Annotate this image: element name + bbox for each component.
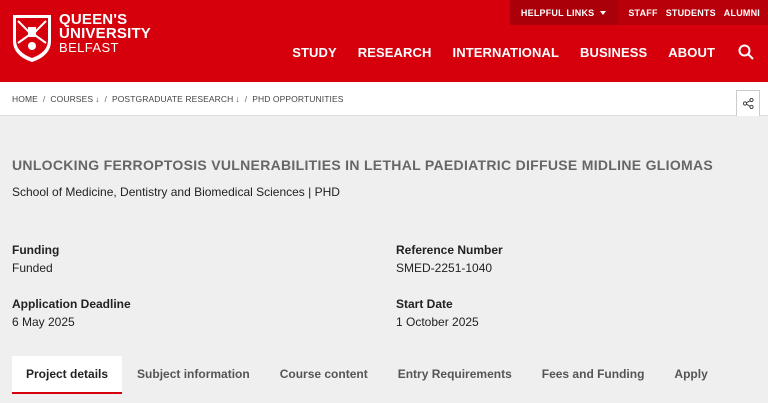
tab-apply[interactable]: Apply (674, 367, 708, 381)
caret-down-icon (600, 11, 606, 15)
fact-value: 1 October 2025 (396, 315, 479, 329)
page-title: UNLOCKING FERROPTOSIS VULNERABILITIES IN LETHAL PAEDIATRIC DIFFUSE MIDLINE GLIOMAS (12, 157, 714, 173)
nav-item-study[interactable]: STUDY (292, 44, 337, 60)
site-header (0, 0, 768, 82)
tab-project-details[interactable]: Project details (12, 356, 122, 394)
search-icon[interactable] (738, 44, 754, 60)
fact-start-date (396, 297, 479, 330)
arrow-down-icon: ↓ (95, 94, 100, 104)
utility-link-students[interactable]: STUDENTS (665, 7, 716, 18)
tab-fees-and-funding[interactable]: Fees and Funding (541, 367, 645, 381)
utility-link-alumni[interactable]: ALUMNI (723, 7, 760, 18)
course-tabs (12, 356, 723, 394)
fact-application-deadline (12, 297, 131, 330)
tab-course-content[interactable]: Course content (279, 367, 368, 381)
breadcrumb-separator: / (104, 94, 107, 104)
tab-subject-information[interactable]: Subject information (137, 367, 250, 381)
university-logo[interactable] (11, 13, 151, 63)
logo-line-3: BELFAST (59, 40, 119, 55)
fact-label: Reference Number (396, 243, 503, 257)
breadcrumb-separator: / (42, 94, 46, 104)
nav-item-business[interactable]: BUSINESS (580, 44, 648, 60)
fact-label: Funding (12, 243, 60, 257)
utility-bar (510, 0, 768, 25)
fact-label: Application Deadline (12, 297, 131, 311)
logo-wordmark (59, 13, 151, 55)
logo-line-1: QUEEN'S (59, 11, 128, 28)
share-icon (743, 98, 754, 109)
main-navigation (271, 44, 754, 60)
nav-item-international[interactable]: INTERNATIONAL (452, 44, 560, 60)
breadcrumb (12, 94, 344, 104)
share-button[interactable] (736, 90, 760, 116)
nav-item-research[interactable]: RESEARCH (357, 44, 432, 60)
breadcrumb-bar (0, 82, 768, 116)
breadcrumb-courses[interactable]: COURSES (50, 94, 94, 104)
arrow-down-icon: ↓ (235, 94, 240, 104)
helpful-links-dropdown[interactable] (510, 0, 618, 25)
breadcrumb-postgraduate-research[interactable]: POSTGRADUATE RESEARCH (111, 94, 234, 104)
logo-line-2: UNIVERSITY (59, 25, 152, 42)
fact-funding (12, 243, 59, 276)
breadcrumb-phd-opportunities[interactable]: PHD OPPORTUNITIES (252, 94, 344, 104)
breadcrumb-home[interactable]: HOME (12, 94, 38, 104)
utility-link-staff[interactable]: STAFF (628, 7, 658, 18)
fact-value: SMED-2251-1040 (396, 261, 493, 275)
tab-entry-requirements[interactable]: Entry Requirements (397, 367, 512, 381)
crest-icon (11, 13, 53, 63)
fact-value: Funded (12, 261, 53, 275)
fact-label: Start Date (396, 297, 453, 311)
fact-reference-number (396, 243, 503, 276)
page-subtitle: School of Medicine, Dentistry and Biomedical Sciences | PHD (12, 185, 340, 199)
helpful-links-label: HELPFUL LINKS (520, 7, 595, 18)
fact-value: 6 May 2025 (12, 315, 75, 329)
breadcrumb-separator: / (244, 94, 248, 104)
nav-item-about[interactable]: ABOUT (668, 44, 715, 60)
